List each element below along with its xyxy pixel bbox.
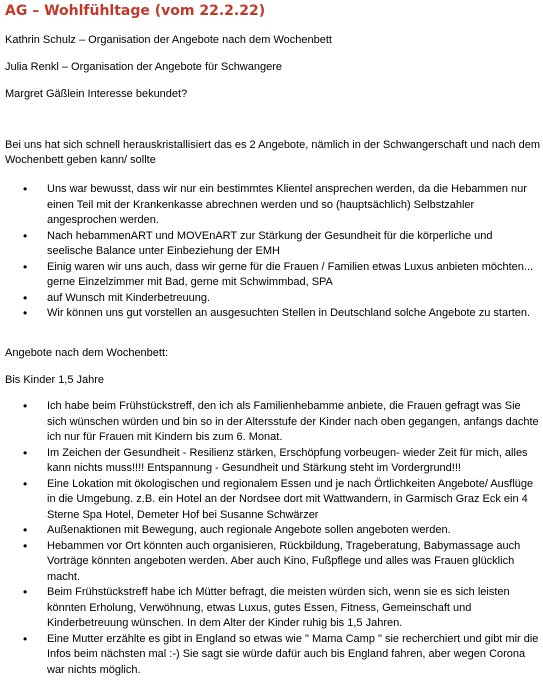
list-item: • Uns war bewusst, dass wir nur ein bestimmtes Klientel ansprechen werden, da die Hebammen nur einen Teil mit der Krankenkasse abrechnen werden und so (hauptsächlich) Selbstzahler angesprochen werden.	[0, 182, 543, 229]
list-item: • Nach hebammenART und MOVEnART zur Stärkung der Gesundheit für die körperliche und seelische Balance unter Einbeziehung der EMH	[0, 229, 543, 260]
list-item: • auf Wunsch mit Kinderbetreuung.	[0, 291, 543, 307]
person-line-kathrin: Kathrin Schulz – Organisation der Angebote nach dem Wochenbett	[5, 34, 332, 46]
list-item: • Eine Lokation mit ökologischen und regionalem Essen und je nach Örtlichkeiten Angebote/ Ausflüge in die Umgebung. z.B. ein Hotel an der Nordsee dort mit Wattwandern, in Garmisch Graz Eck ein 4 Sterne Spa Hotel, Demeter Hof bei Susanne Schwärzer	[0, 477, 543, 524]
bullet-list-wochenbett	[0, 399, 543, 678]
bullet-list-general	[0, 182, 543, 322]
section-heading: Angebote nach dem Wochenbett:	[5, 347, 169, 359]
intro-paragraph: Bei uns hat sich schnell herauskristallisiert das es 2 Angebote, nämlich in der Schwangerschaft und nach dem Wochenbett geben kann/ sollte	[5, 139, 541, 166]
list-item: • Beim Frühstückstreff habe ich Mütter befragt, die meisten würden sich, wenn sie es sich leisten könnten Erholung, Verwöhnung, etwas Luxus, gutes Essen, Fitness, Gemeinschaft und Kinderbetreuung wünschen. In dem Alter der Kinder ruhig bis 1,5 Jahren.	[0, 585, 543, 632]
list-item: • Ich habe beim Frühstückstreff, den ich als Familienhebamme anbiete, die Frauen gefragt was Sie sich wünschen würden und bin so in der Altersstufe der Kinder nach oben gegangen, anfangs dachte ich nur für Frauen mit Kindern bis zum 6. Monat.	[0, 399, 543, 446]
list-item: • Im Zeichen der Gesundheit - Resilienz stärken, Erschöpfung vorbeugen- wieder Zeit für mich, alles kann nichts muss!!!! Entspannung - Gesundheit und Stärkung steht im Vordergrund!!!	[0, 446, 543, 477]
list-item: • Eine Mutter erzählte es gibt in England so etwas wie " Mama Camp " sie recherchiert und gibt mir die Infos beim nächsten mal :-) Sie sagt sie würde dafür auch bis England fahren, aber wegen Corona war nichts möglich.	[0, 632, 543, 679]
list-item: • Außenaktionen mit Bewegung, auch regionale Angebote sollen angeboten werden.	[0, 523, 543, 539]
document-title: AG – Wohlfühltage (vom 22.2.22)	[5, 3, 266, 19]
list-item: • Hebammen vor Ort könnten auch organisieren, Rückbildung, Trageberatung, Babymassage auch Vorträge könnten angeboten werden. Aber auch Kino, Fußpflege und alles was Frauen glücklich macht.	[0, 539, 543, 586]
sub-heading: Bis Kinder 1,5 Jahre	[5, 374, 105, 386]
person-line-margret: Margret Gäßlein Interesse bekundet?	[5, 88, 188, 100]
person-line-julia: Julia Renkl – Organisation der Angebote für Schwangere	[5, 61, 283, 73]
list-item: • Wir können uns gut vorstellen an ausgesuchten Stellen in Deutschland solche Angebote zu starten.	[0, 306, 543, 322]
list-item: • Einig waren wir uns auch, dass wir gerne für die Frauen / Familien etwas Luxus anbieten möchten... gerne Einzelzimmer mit Bad, gerne mit Schwimmbad, SPA	[0, 260, 543, 291]
